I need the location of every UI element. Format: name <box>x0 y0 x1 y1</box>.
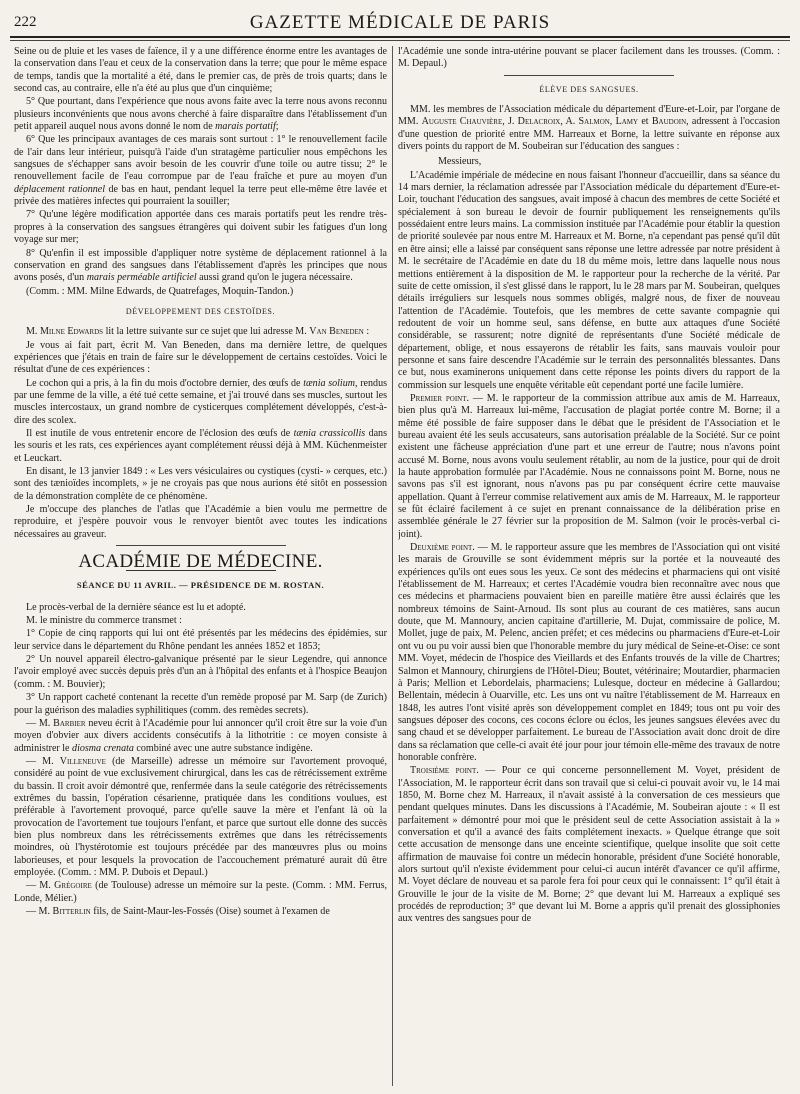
section-divider <box>116 545 286 546</box>
paragraph: 6° Que les principaux avantages de ces marais sont surtout : 1° le renouvellement facile de l'air dans leur intérieur, puisqu'à l'aide d'un stratagème particulier nous empêchons les sangsues de s'échapper sans avoir besoin de les couvrir d'une toile ou autre tissu; 2° le renouvellement facile de l'eau corrompue par de l'eau fraîche et pure au moyen d'un déplacement rationnel de bas en haut, pendant lequel la terre peut elle-même être lavée et privée des matières infectes qui pourraient la souiller; <box>14 134 387 208</box>
section-divider <box>504 75 674 76</box>
paragraph: — M. Villeneuve (de Marseille) adresse un mémoire sur l'avortement provoqué, considéré au point de vue exclusivement chirurgical, dans les cas de rétrécissement extrême du bassin. Il croit avoir démontré que, renfermée dans la seule catégorie des rétrécissements extrêmes du bassin, l'opération césarienne, pratiquée dans les conditions voulues, est préférable à l'avortement provoqué, parce qu'elle sauve la mère et l'enfant là où la provocation de l'avortement tue toujours l'enfant, et parce que surtout elle donne des succès bien plus nombreux dans les rétrécissements extrêmes que dans les rétrécissements moindres, où l'hystérotomie est toujours précédée par des manœuvres plus ou moins laborieuses, et pour lesquels la provocation de l'accouchement prématuré aurait dû être employée. (Comm. : MM. P. Dubois et Depaul.) <box>14 755 387 878</box>
paragraph: — M. Grégoire (de Toulouse) adresse un mémoire sur la peste. (Comm. : MM. Ferrus, Londe, Mélier.) <box>14 880 387 904</box>
paragraph: Premier point. — M. le rapporteur de la commission attribue aux amis de M. Harreaux, bien plus qu'à M. Harreaux lui-même, l'accusation de plagiat portée contre M. Borne; il a même été possible de faire supposer dans le débat que le président de l'Association et le bureau avaient été les seuls accusateurs, sans autorisation préalable de la Société. Sur ce point existent une fâcheuse appréciation d'une part et une erreur de l'autre; nous n'avons point accusé M. Borne, nous avons voulu seulement rétablir, au nom de la justice, pour qui de droit la haute approbation formulée par l'Académie. Nous ne connaissons point M. Borne, nous ne savons pas s'il est ignorant, nous n'avons pas pu par conséquent écrire cette mauvaise appellation. Quant à l'erreur commise relativement aux amis de M. Harreaux, M. le rapporteur se fût éclairé facilement à ce sujet en prenant connaissance de la délibération prise en assemblée générale le 27 février sur la proposition de M. Salmon (voir le procès-verbal ci-joint). <box>398 392 780 540</box>
right-column <box>398 46 780 1088</box>
meeting-heading: SÉANCE DU 11 AVRIL. — PRÉSIDENCE DE M. ROSTAN. <box>76 580 325 591</box>
paragraph: — M. Bitterlin fils, de Saint-Maur-les-Fossés (Oise) soumet à l'examen de <box>26 906 330 917</box>
paragraph: MM. les membres de l'Association médicale du département d'Eure-et-Loir, par l'organe de MM. Auguste Chauvière, J. Delacroix, A. Salmon, Lamy et Baudoin, adressent à l'occasion d'une question de priorité entre MM. Harreaux et Borne, la lettre suivante en réponse aux divers points du rapport de M. Soubeiran sur l'éducation des sangues : <box>398 104 780 153</box>
paragraph: Le procès-verbal de la dernière séance est lu et adopté. <box>26 601 246 613</box>
column-divider <box>392 46 393 1086</box>
journal-title: GAZETTE MÉDICALE DE PARIS <box>249 12 551 33</box>
paragraph: 1° Copie de cinq rapports qui lui ont été présentés par les médecins des épidémies, sur leur service dans le département du Rhône pendant les années 1852 et 1853; <box>14 628 387 652</box>
subheading-sangsues: ÉLÈVE DES SANGSUES. <box>539 84 639 94</box>
paragraph: 5° Que pourtant, dans l'expérience que nous avons faite avec la terre nous avons reconnu plusieurs inconvénients que nous avons cherché à faire disparaître dans l'établissement d'un petit appareil auquel nous avons donné le nom de marais portatif; <box>14 96 387 133</box>
paragraph: Il est inutile de vous entretenir encore de l'éclosion des œufs de tænia crassicollis dans les souris et les rats, ces expériences ayant complétement réussi déjà à MM. Küchenmeister et Leuckart. <box>14 427 387 464</box>
paragraph: Seine ou de pluie et les vases de faïence, il y a une différence énorme entre les avantages de la conservation dans l'eau et ceux de la conservation dans la terre; que pour le même espace de temps, tandis que la mortalité a été, dans le premier cas, de près de trois quarts; dans le second cas, au contraire, elle n'a été au plus que d'un cinquième; <box>14 46 387 95</box>
salutation: Messieurs, <box>438 156 482 168</box>
paragraph: 8° Qu'enfin il est impossible d'appliquer notre système de déplacement rationnel à la conservation en grand des sangsues dans l'établissement d'après les principes que nous avons posés, d'un marais perméable artificiel aussi grand qu'on le jugera nécessaire. <box>14 247 387 284</box>
paragraph: Je vous ai fait part, écrit M. Van Beneden, dans ma dernière lettre, de quelques expériences que j'étais en train de faire sur le développement de certains cestoïdes. Voici le résultat d'une de ces expériences : <box>14 339 387 376</box>
paragraph: 7° Qu'une légère modification apportée dans ces marais portatifs peut les rendre très-propres à la conservation des sangsues étrangères qui doivent subir les fatigues d'un long voyage sur mer; <box>14 209 387 246</box>
paragraph: M. Milne Edwards lit la lettre suivante sur ce sujet que lui adresse M. Van Beneden : <box>26 326 370 338</box>
paragraph: l'Académie une sonde intra-utérine pouvant se placer facilement dans les trousses. (Comm. : M. Depaul.) <box>398 46 780 70</box>
paragraph: 3° Un rapport cacheté contenant la recette d'un remède proposé par M. Sarp (de Zurich) pour la guérison des maladies syphilitiques (comm. des remèdes secrets). <box>14 692 387 716</box>
left-column <box>14 46 387 1088</box>
paragraph: L'Académie impériale de médecine en nous faisant l'honneur d'accueillir, dans sa séance du 14 mars dernier, la réclamation adressée par l'Association médicale du département d'Eure-et-Loir, touchant l'éducation des sangsues, avait imposé à chacun des membres de cette Société et spécialement à son bureau le devoir de fournir publiquement les renseignements qu'ils possédaient entre leurs mains. La commission instituée par l'Académie pour établir la question de priorité soulevée par nous entre M. Harreaux et M. Borne, n'a cependant pas pensé qu'il dût en être ainsi; elle a laissé par conséquent sans réponse une lettre adressée par notre président à M. le secrétaire de l'Académie en date du 18 du même mois, lettre dans laquelle nous nous mettions entièrement à la disposition de M. le rapporteur pour la recherche de la vérité. Par suite de cette omission, il s'est glissé dans le rapport, lu le 28 mars par M. Soubeiran, quelques détails irréguliers sur lesquels nous sommes obligés, malgré nous, de fixer de nouveau l'attention de l'Académie. Toutefois, que les membres de cette savante compagnie qui redoutent de voir un homme seul, sans défense, en butte aux attaques d'une Société considérable, se rassurent; notre dignité de représentants d'une Société médicale de département, oblige, et nous essayerons de rétablir les faits, sans mauvais vouloir pour personne et sans faire descendre l'Académie sur le terrain des personnalités blessantes. Dans ce but, nous examinerons uniquement dans cette réponse les points divers du rapport de la commission sur lesquels une enquête véritable eût cependant porté une facile lumière. <box>398 169 780 391</box>
paragraph: 2° Un nouvel appareil électro-galvanique présenté par le sieur Legendre, qui annonce l'avoir employé avec succès depuis près d'un an à l'hôpital des enfants et à l'hospice Beaujon (comm. : M. Bouvier); <box>14 654 387 690</box>
section-title: ACADÉMIE DE MÉDECINE. <box>78 551 323 573</box>
page-number: 222 <box>14 14 37 30</box>
paragraph: Je m'occupe des planches de l'atlas que l'Académie a bien voulu me permettre de reproduire, et j'espère pouvoir vous le renvoyer bientôt avec toutes les indications nécessaires au graveur. <box>14 504 387 540</box>
paragraph: M. le ministre du commerce transmet : <box>26 615 182 627</box>
page-header <box>10 10 790 38</box>
subheading-cestoides: DÉVELOPPEMENT DES CESTOÏDES. <box>125 306 276 316</box>
commission-note: (Comm. : MM. Milne Edwards, de Quatrefages, Moquin-Tandon.) <box>26 285 294 297</box>
paragraph: Deuxième point. — M. le rapporteur assure que les membres de l'Association qui ont visité les marais de Grouville se sont évidemment mépris sur la portée et la nouveauté des expériences qu'ils ont eues sous les yeux. Ce sont des médecins et pharmaciens qui ont visité l'établissement de M. Harreaux; et certes l'Académie voudra bien reconnaître avec nous que ces médecins et pharmaciens pouvaient bien en pareille matière être aussi éclairés que les nombreux témoins de Saint-Arnoud. Ils sont plus au courant de ces matières, sans aucun doute, que M. Mannoury, ancien capitaine d'artillerie, M. Dujat, commissaire de police, M. Mollet, juge de paix, M. Pelenc, ancien préfet; et ces médecins ou pharmaciens d'Eure-et-Loir ont vu ou pu voir aussi bien que l'honorable membre du jury médical de Seine-et-Oise: ce sont MM. Voyet, médecin de l'hospice des Vieillards et des Enfants trouvés de la ville de Chartres; Salmon et Mannoury, chirurgiens de l'Hôtel-Dieu; Boutet, vétérinaire; Moutardier, pharmacien à Paris; Mellion et Lebordelais, pharmaciens; Lulesque, docteur en médecine à Gallardou; Bellentain, médecin à Ouarville, etc. Les uns ont vu naître l'établissement de M. Harreaux en 1848, les autres l'ont visité après son développement complet en 1849; tous ont pu voir des sangsues déposer des cocons, ces cocons éclore ou éclos, les jeunes sangsues élevées avec du sang chaud et se développer parfaitement. Le bureau de l'Association avait donc droit de dire dans sa réclamation que celle-ci avait été jour pour jour témoin elle-même des travaux de notre honorable confrère. <box>398 542 780 763</box>
paragraph: — M. Barbier neveu écrit à l'Académie pour lui annoncer qu'il croit être sur la voie d'un moyen d'obvier aux divers accidents consécutifs à la lithotritie : ce moyen consiste à administrer le diosma crenata combiné avec une autre substance indigène. <box>14 717 387 754</box>
paragraph: En disant, le 13 janvier 1849 : « Les vers vésiculaires ou cystiques (cysti- » cerques, etc.) sont des tænioïdes incomplets, » je ne croyais pas que nous aurions été sitôt en possession de la démonstration complète de ce phénomène. <box>14 466 387 502</box>
paragraph: Le cochon qui a pris, à la fin du mois d'octobre dernier, des œufs de tænia solium, rendus par une femme de la ville, a été tué cette semaine, et j'ai trouvé dans ses muscles, surtout les muscles intercostaux, un grand nombre de cysticerques complétement développés, c'est-à-dire des scolex. <box>14 377 387 426</box>
paragraph: Troisième point. — Pour ce qui concerne personnellement M. Voyet, président de l'Association, M. le rapporteur écrit dans son travail que si celui-ci pouvait avoir vu, le 14 mai 1850, M. Borne chez M. Harreaux, il n'avait assisté à la conversation de ces messieurs que pendant quelques minutes. Dans les discussions à l'Académie, M. Soubeiran ajoute : « Il est parfaitement » démontré pour moi que le président seul de cette Association assistait à la » conversation et qu'il a avancé des faits complétement inexacts. » Quelque étrange que soit cette accusation de mensonge dans une enceinte scientifique, quelque insolite que soit cette affirmation de mauvaise foi contre un médecin honorable, président d'une Société honorable, alors surtout qu'il n'existe évidemment pour celui-ci aucun intérêt d'avancer ce qu'il affirme, M. Voyet déclare de nouveau et sa parole fera foi pour ceux qui le connaissent: 1° qu'il était à Grouville le jour de la visite de M. Borne; 2° que devant lui M. Harreaux a expliqué ses procédés de reproduction; 3° que devant lui M. Borne a appris qu'il prenait des glossiphonies aux ventres des sangsues pour de <box>398 765 780 925</box>
header-rule <box>10 40 790 41</box>
